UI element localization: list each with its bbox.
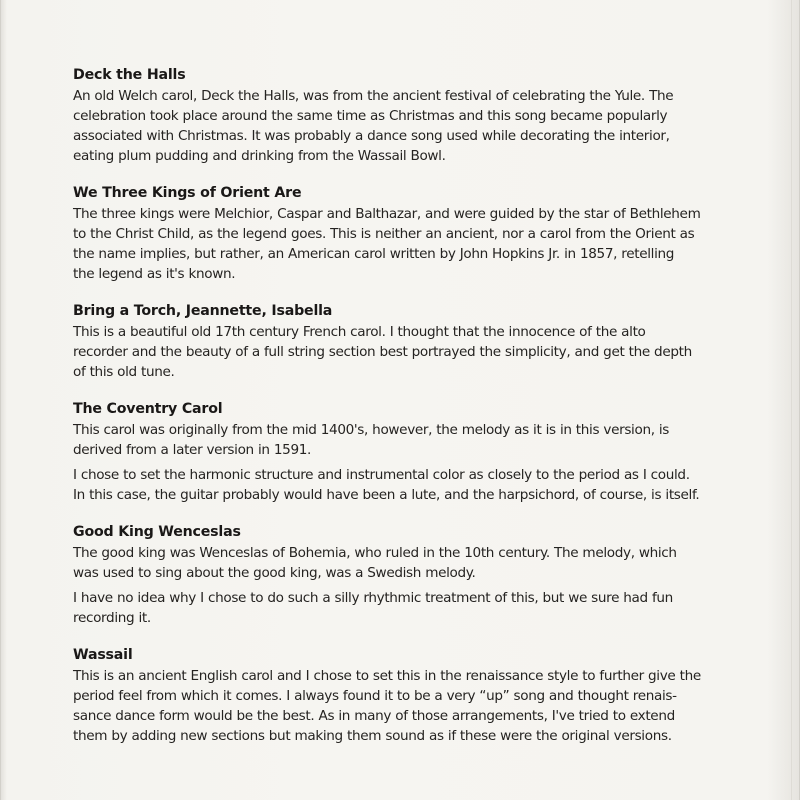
song-note-section [73,398,743,505]
text-line: recording it. [73,610,151,626]
text-line: In this case, the guitar probably would have been a lute, and the harpsichord, of course, is itself. [73,487,700,503]
text-line: I have no idea why I chose to do such a silly rhythmic treatment of this, but we sure had fun [73,590,673,606]
text-line: to the Christ Child, as the legend goes. This is neither an ancient, nor a carol from the Orient as [73,226,695,242]
text-line: recorder and the beauty of a full string section best portrayed the simplicity, and get the depth [73,344,692,360]
liner-notes-content [73,64,743,762]
song-title: The Coventry Carol [73,401,223,417]
song-description-paragraph [73,666,743,746]
song-note-section [73,182,743,284]
text-line: the name implies, but rather, an American carol written by John Hopkins Jr. in 1857, retelling [73,246,675,262]
text-line: This is a beautiful old 17th century French carol. I thought that the innocence of the alto [73,324,646,340]
text-line: associated with Christmas. It was probably a dance song used while decorating the interior, [73,128,670,144]
text-line: the legend as it's known. [73,266,236,282]
text-line: This is an ancient English carol and I chose to set this in the renaissance style to further give the [73,668,701,684]
page-fold-line [791,0,792,800]
text-line: An old Welch carol, Deck the Halls, was from the ancient festival of celebrating the Yule. The [73,88,674,104]
song-title: Bring a Torch, Jeannette, Isabella [73,303,333,319]
song-description-paragraph [73,322,743,382]
text-line: derived from a later version in 1591. [73,442,312,458]
text-line: sance dance form would be the best. As in many of those arrangements, I've tried to extend [73,708,675,724]
song-description-paragraph [73,588,743,628]
text-line: This carol was originally from the mid 1400's, however, the melody as it is in this version, is [73,422,670,438]
song-note-section [73,300,743,382]
song-description-paragraph [73,465,743,505]
text-line: The three kings were Melchior, Caspar and Balthazar, and were guided by the star of Bethlehem [73,206,701,222]
song-note-section [73,521,743,628]
song-note-section [73,64,743,166]
song-description-paragraph [73,86,743,166]
song-description-paragraph [73,204,743,284]
song-title: We Three Kings of Orient Are [73,185,302,201]
text-line: of this old tune. [73,364,175,380]
song-title: Good King Wenceslas [73,524,241,540]
text-line: eating plum pudding and drinking from the Wassail Bowl. [73,148,446,164]
text-line: The good king was Wenceslas of Bohemia, who ruled in the 10th century. The melody, which [73,545,677,561]
song-description-paragraph [73,543,743,583]
song-description-paragraph [73,420,743,460]
text-line: was used to sing about the good king, was a Swedish melody. [73,565,476,581]
song-title: Deck the Halls [73,67,186,83]
text-line: I chose to set the harmonic structure and instrumental color as closely to the period as I could. [73,467,690,483]
text-line: period feel from which it comes. I always found it to be a very “up” song and thought renais- [73,688,677,704]
text-line: celebration took place around the same time as Christmas and this song became popularly [73,108,668,124]
song-title: Wassail [73,647,133,663]
song-note-section [73,644,743,746]
text-line: them by adding new sections but making them sound as if these were the original versions. [73,728,672,744]
